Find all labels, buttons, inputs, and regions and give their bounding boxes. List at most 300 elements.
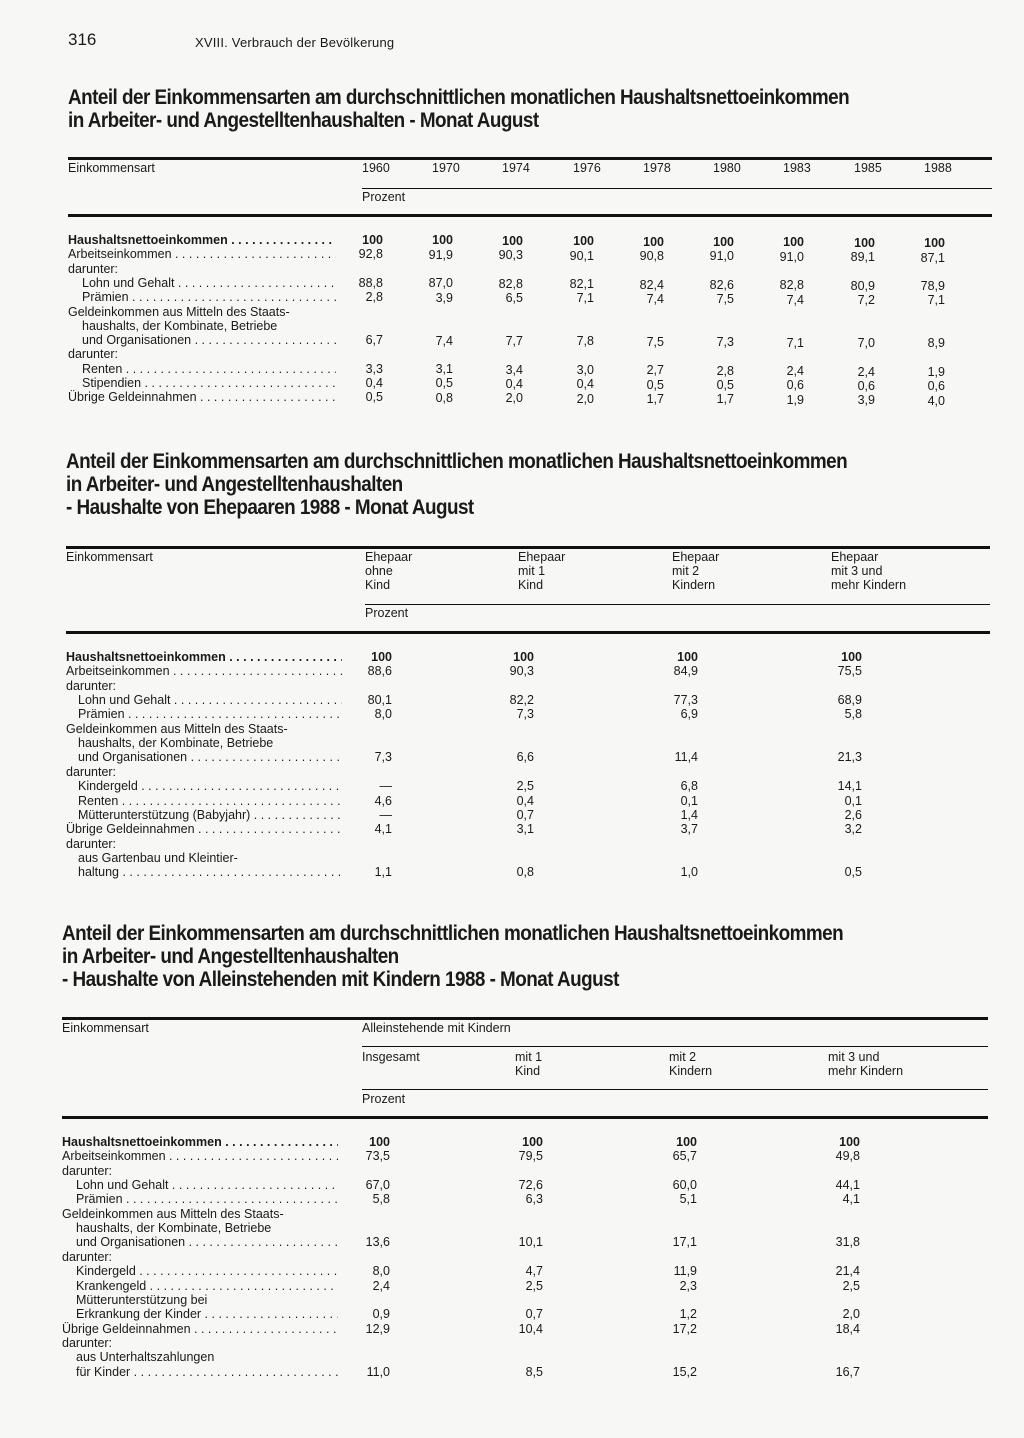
column-header	[515, 1050, 542, 1078]
row-label	[62, 1322, 338, 1336]
table-cell: 6,5	[505, 291, 523, 305]
column-header	[518, 550, 565, 592]
table-cell: 72,6	[518, 1178, 543, 1193]
row-label-text: Lohn und Gehalt	[82, 275, 175, 290]
row-label	[66, 679, 342, 693]
column-header-line: ohne	[365, 564, 393, 578]
row-label-text: Erkrankung der Kinder	[76, 1307, 202, 1322]
table-cell: 100	[369, 1135, 390, 1149]
column-header-line: Ehepaar	[365, 550, 413, 564]
row-label-text: haushalts, der Kombinate, Betriebe	[76, 1221, 272, 1236]
table-title-line: Anteil der Einkommensarten am durchschnittlichen monatlichen Haushaltsnettoeinkommen	[68, 86, 850, 109]
table-cell: 7,2	[857, 293, 875, 307]
table-cell: 8,9	[927, 336, 945, 351]
table-cell: 79,5	[518, 1149, 543, 1164]
table-cell: 100	[924, 236, 945, 251]
table-cell: 100	[502, 233, 523, 248]
table-cell: —	[379, 779, 392, 794]
row-label	[68, 347, 336, 361]
column-header-line: Kind	[365, 578, 391, 592]
row-label	[76, 1279, 338, 1293]
table-cell: 2,6	[844, 807, 862, 822]
table-cell: 3,3	[365, 361, 383, 376]
column-header: 1970	[432, 161, 460, 175]
page-number: 316	[68, 30, 97, 49]
row-label	[78, 693, 342, 707]
row-label	[62, 1250, 338, 1264]
row-label-text: Mütterunterstützung (Babyjahr)	[78, 807, 251, 822]
row-label-text: haushalts, der Kombinate, Betriebe	[82, 318, 278, 333]
table-cell: 3,9	[857, 393, 875, 408]
table-cell: 7,5	[716, 292, 734, 307]
leader-dots	[138, 779, 342, 793]
row-label-text: Kindergeld	[78, 779, 138, 794]
table-cell: 82,4	[639, 277, 664, 292]
row-label	[82, 333, 336, 347]
row-label-text: darunter:	[68, 261, 119, 276]
table-cell: 100	[854, 235, 875, 250]
table-cell: 82,2	[509, 693, 534, 708]
column-header: 1960	[362, 161, 390, 175]
row-label	[78, 808, 342, 822]
table-cell: 91,0	[709, 249, 734, 264]
table-cell: 84,9	[673, 664, 698, 679]
table-cell: 1,0	[680, 865, 698, 880]
column-header	[669, 1050, 712, 1078]
row-label	[76, 1192, 338, 1206]
table-cell: 82,1	[569, 277, 594, 292]
table-cell: 82,8	[498, 276, 523, 291]
row-label	[76, 1350, 338, 1364]
table-cell: 0,4	[576, 377, 594, 392]
leader-dots	[130, 1365, 338, 1379]
table-cell: 0,9	[372, 1307, 390, 1322]
column-header-line: Kindern	[669, 1064, 713, 1078]
table-cell: 11,4	[674, 750, 698, 765]
table-cell: 82,6	[709, 277, 734, 292]
row-label-text: Prämien	[82, 290, 129, 305]
table-cell: 6,7	[365, 333, 383, 348]
table-cell: 8,0	[372, 1264, 390, 1279]
table-cell: 1,4	[680, 807, 698, 822]
column-header-line: mit 3 und	[831, 564, 883, 578]
row-label-text: darunter:	[62, 1163, 113, 1178]
table-cell: 2,8	[365, 290, 383, 305]
row-label	[68, 247, 336, 261]
table-cell: 100	[362, 233, 383, 247]
header-bottom-rule	[66, 631, 990, 634]
table-cell: 2,3	[679, 1278, 697, 1293]
column-header-line: Kindern	[672, 578, 716, 592]
table-cell: 31,8	[835, 1235, 860, 1250]
leader-dots	[170, 664, 342, 678]
table-cell: 1,9	[927, 364, 945, 379]
row-label	[66, 837, 342, 851]
table-cell: 67,0	[365, 1178, 390, 1193]
table-cell: 3,0	[576, 362, 594, 377]
leader-dots	[146, 1279, 338, 1293]
table-cell: 0,8	[516, 865, 534, 880]
unit-label: Prozent	[362, 1092, 406, 1106]
table-cell: 78,9	[920, 279, 945, 294]
row-label	[62, 1336, 338, 1350]
table-cell: 2,0	[576, 391, 594, 406]
table-title-line: Anteil der Einkommensarten am durchschnittlichen monatlichen Haushaltsnettoeinkommen	[66, 450, 848, 473]
table-cell: 0,4	[516, 793, 534, 808]
table-cell: 3,1	[516, 822, 534, 837]
table-cell: 15,2	[672, 1364, 697, 1379]
row-label-text: Geldeinkommen aus Mitteln des Staats-	[62, 1206, 284, 1221]
column-header-line: mit 2	[669, 1050, 697, 1064]
table-cell: 2,7	[646, 363, 664, 378]
table-cell: 0,8	[435, 390, 453, 405]
table-cell: 2,5	[842, 1278, 860, 1293]
row-label-text: Arbeitseinkommen	[68, 247, 172, 262]
group-rule	[362, 1046, 988, 1047]
column-header	[672, 550, 719, 592]
table-cell: 2,5	[525, 1278, 543, 1293]
table-cell: 82,8	[779, 278, 804, 293]
row-label	[66, 822, 342, 836]
table-cell: 2,5	[516, 779, 534, 794]
row-label-text: Krankengeld	[76, 1278, 147, 1293]
table-cell: 77,3	[673, 693, 698, 708]
leader-dots	[172, 247, 336, 261]
row-label	[78, 779, 342, 793]
row-label-text: Kindergeld	[76, 1264, 136, 1279]
leader-dots	[187, 750, 342, 764]
table-cell: 68,9	[837, 693, 862, 708]
column-header: 1988	[924, 161, 952, 175]
table-title	[68, 86, 849, 132]
table-cell: 2,8	[716, 363, 734, 378]
column-header: 1985	[854, 161, 882, 175]
table-cell: 49,8	[835, 1149, 860, 1164]
table-cell: 100	[841, 650, 862, 664]
row-label-text: Arbeitseinkommen	[66, 664, 170, 679]
table-cell: 2,4	[372, 1278, 390, 1293]
leader-dots	[174, 276, 336, 290]
table-cell: 14,1	[837, 779, 862, 794]
table-cell: 7,3	[516, 707, 534, 722]
table-cell: 2,4	[857, 364, 875, 379]
table-cell: 100	[513, 650, 534, 664]
table-cell: 0,5	[646, 377, 664, 392]
table-cell: 44,1	[835, 1178, 860, 1193]
table-cell: 100	[371, 650, 392, 664]
row-label	[66, 650, 342, 664]
unit-label: Prozent	[365, 606, 409, 620]
leader-dots	[141, 376, 336, 390]
table-cell: 100	[676, 1135, 697, 1149]
table-cell: 0,5	[716, 378, 734, 392]
table-cell: 3,4	[505, 362, 523, 377]
row-label-text: Stipendien	[82, 376, 142, 390]
row-label-text: Lohn und Gehalt	[78, 693, 171, 708]
row-label	[76, 1221, 338, 1235]
table-cell: 6,8	[680, 779, 698, 794]
leader-dots	[201, 1307, 338, 1321]
row-label-text: und Organisationen	[82, 333, 192, 348]
column-header-line: mehr Kindern	[828, 1064, 904, 1078]
table-cell: 1,2	[679, 1307, 697, 1322]
table-title-line: in Arbeiter- und Angestelltenhaushalten	[62, 945, 399, 968]
row-label	[78, 750, 342, 764]
table-cell: 80,1	[367, 693, 392, 708]
row-label-text: darunter:	[66, 764, 117, 779]
table-cell: 0,1	[680, 793, 698, 808]
table-cell: 7,4	[786, 292, 804, 307]
leader-dots	[119, 865, 342, 879]
leader-dots	[166, 1149, 338, 1163]
unit-rule	[362, 188, 992, 189]
column-header	[828, 1050, 903, 1078]
row-label	[78, 736, 342, 750]
leader-dots	[226, 650, 342, 664]
table-cell: 91,0	[779, 249, 804, 264]
table-cell: 100	[713, 235, 734, 249]
table-cell: 21,3	[837, 750, 862, 765]
row-label-text: Renten	[82, 361, 123, 376]
table-cell: 0,5	[365, 390, 383, 405]
table-cell: 5,8	[372, 1192, 390, 1207]
row-label	[78, 865, 342, 879]
row-label	[68, 262, 336, 276]
table-cell: 0,5	[844, 865, 862, 880]
table-title-line: in Arbeiter- und Angestelltenhaushalten - Monat August	[68, 109, 539, 132]
column-header-line: Ehepaar	[672, 550, 720, 564]
table-cell: 100	[783, 235, 804, 250]
header-bottom-rule	[62, 1116, 988, 1119]
table-cell: —	[379, 807, 392, 822]
column-header-line: Kind	[518, 578, 544, 592]
table-cell: 5,1	[679, 1192, 697, 1207]
row-label	[76, 1293, 338, 1307]
table-title	[62, 922, 843, 991]
row-label-text: Übrige Geldeinnahmen	[66, 822, 195, 837]
leader-dots	[118, 794, 342, 808]
row-label-text: darunter:	[66, 836, 117, 851]
table-cell: 0,6	[857, 378, 875, 393]
column-header	[362, 1050, 420, 1064]
table-cell: 17,1	[672, 1235, 697, 1250]
table-cell: 10,4	[518, 1321, 543, 1336]
row-label-text: darunter:	[62, 1335, 113, 1350]
row-label-text: Mütterunterstützung bei	[76, 1292, 208, 1307]
row-label	[82, 362, 336, 376]
column-header-line: mit 2	[672, 564, 700, 578]
table-cell: 3,1	[435, 362, 453, 377]
table-cell: 75,5	[837, 664, 862, 679]
leader-dots	[191, 333, 336, 347]
row-label-text: Renten	[78, 793, 119, 808]
header-top-rule	[62, 1017, 988, 1020]
table-cell: 1,7	[716, 392, 734, 407]
table-cell: 4,7	[525, 1264, 543, 1279]
table-cell: 6,6	[516, 750, 534, 765]
column-header-line: Ehepaar	[518, 550, 566, 564]
stub-header: Einkommensart	[66, 550, 153, 564]
row-label	[78, 851, 342, 865]
leader-dots	[195, 822, 342, 836]
leader-dots	[136, 1264, 338, 1278]
column-header-line: Ehepaar	[831, 550, 879, 564]
row-label-text: haltung	[78, 865, 120, 880]
table-cell: 18,4	[835, 1321, 860, 1336]
table-cell: 10,1	[518, 1235, 543, 1250]
unit-rule	[365, 604, 990, 605]
table-cell: 0,6	[786, 378, 804, 393]
table-cell: 90,3	[509, 664, 534, 679]
row-label-text: Geldeinkommen aus Mitteln des Staats-	[66, 721, 288, 736]
table-cell: 12,9	[365, 1321, 390, 1336]
row-label-text: aus Gartenbau und Kleintier-	[78, 850, 238, 865]
row-label-text: Arbeitseinkommen	[62, 1149, 166, 1164]
unit-rule	[362, 1089, 988, 1090]
table-cell: 73,5	[365, 1149, 390, 1164]
table-cell: 100	[522, 1135, 543, 1149]
row-label	[68, 390, 336, 404]
header-bottom-rule	[68, 214, 992, 217]
stub-header: Einkommensart	[68, 161, 155, 175]
header-top-rule	[66, 546, 990, 549]
table-cell: 100	[839, 1135, 860, 1149]
table-cell: 11,0	[366, 1364, 390, 1379]
row-label-text: aus Unterhaltszahlungen	[76, 1350, 215, 1365]
column-header: 1978	[643, 161, 671, 175]
table-cell: 17,2	[672, 1321, 697, 1336]
table-cell: 100	[677, 650, 698, 664]
row-label-text: und Organisationen	[76, 1235, 186, 1250]
row-label-text: Lohn und Gehalt	[76, 1178, 169, 1193]
column-header-line: mit 1	[518, 564, 546, 578]
column-header-line: mit 1	[515, 1050, 543, 1064]
row-label	[78, 707, 342, 721]
row-label	[82, 376, 336, 390]
stub-header: Einkommensart	[62, 1021, 149, 1035]
column-header: 1976	[573, 161, 601, 175]
table-cell: 7,4	[435, 333, 453, 348]
leader-dots	[197, 390, 336, 404]
row-label	[82, 276, 336, 290]
table-cell: 4,0	[927, 393, 945, 408]
table-cell: 90,1	[569, 248, 594, 263]
leader-dots	[129, 290, 336, 304]
table-cell: 100	[573, 234, 594, 249]
table-cell: 0,4	[505, 376, 523, 391]
table-title-line: Anteil der Einkommensarten am durchschnittlichen monatlichen Haushaltsnettoeinkommen	[62, 922, 844, 945]
table-title-line: - Haushalte von Ehepaaren 1988 - Monat August	[66, 496, 474, 519]
leader-dots	[123, 1192, 338, 1206]
table-cell: 21,4	[835, 1264, 860, 1279]
row-label	[62, 1164, 338, 1178]
table-cell: 3,2	[844, 822, 862, 837]
table-cell: 4,6	[374, 793, 392, 808]
row-label-text: für Kinder	[76, 1364, 131, 1379]
leader-dots	[228, 233, 336, 247]
row-label	[68, 233, 336, 247]
table-cell: 7,5	[646, 334, 664, 349]
table-cell: 6,3	[525, 1192, 543, 1207]
column-header	[831, 550, 906, 592]
column-header: 1980	[713, 161, 741, 175]
row-label-text: Übrige Geldeinnahmen	[68, 390, 197, 405]
group-header: Alleinstehende mit Kindern	[362, 1021, 511, 1035]
row-label-text: Übrige Geldeinnahmen	[62, 1321, 191, 1336]
row-label	[82, 319, 336, 333]
chapter-heading: XVIII. Verbrauch der Bevölkerung	[195, 35, 395, 50]
row-label	[76, 1365, 338, 1379]
row-label-text: Prämien	[76, 1192, 123, 1207]
table-cell: 7,3	[374, 750, 392, 765]
table-cell: 7,0	[857, 335, 875, 350]
table-title	[66, 450, 847, 519]
row-label	[76, 1264, 338, 1278]
table-cell: 90,3	[498, 248, 523, 263]
table-cell: 87,0	[428, 276, 453, 291]
row-label-text: darunter:	[68, 347, 119, 362]
row-label	[66, 664, 342, 678]
header-top-rule	[68, 157, 992, 160]
table-cell: 7,3	[716, 335, 734, 350]
table-cell: 0,7	[525, 1307, 543, 1322]
leader-dots	[222, 1135, 338, 1149]
table-cell: 7,1	[576, 291, 594, 306]
table-cell: 16,7	[835, 1364, 860, 1379]
table-cell: 7,7	[505, 333, 523, 348]
table-cell: 91,9	[428, 247, 453, 262]
table-cell: 6,9	[680, 707, 698, 722]
table-cell: 5,8	[844, 707, 862, 722]
row-label-text: Haushaltsnettoeinkommen	[62, 1135, 222, 1149]
leader-dots	[122, 362, 336, 376]
table-cell: 0,1	[844, 793, 862, 808]
row-label	[76, 1235, 338, 1249]
column-header-line: Insgesamt	[362, 1050, 420, 1064]
leader-dots	[250, 808, 342, 822]
row-label	[62, 1135, 338, 1149]
row-label	[68, 305, 336, 319]
row-label	[62, 1149, 338, 1163]
table-cell: 88,8	[358, 275, 383, 290]
table-cell: 7,4	[646, 291, 664, 306]
table-cell: 65,7	[672, 1149, 697, 1164]
table-title-line: - Haushalte von Alleinstehenden mit Kindern 1988 - Monat August	[62, 968, 619, 991]
row-label	[66, 765, 342, 779]
table-cell: 89,1	[850, 250, 875, 265]
unit-label: Prozent	[362, 190, 406, 204]
table-cell: 92,8	[358, 247, 383, 262]
table-cell: 100	[643, 234, 664, 249]
table-cell: 2,0	[505, 391, 523, 406]
leader-dots	[125, 707, 342, 721]
row-label-text: Geldeinkommen aus Mitteln des Staats-	[68, 304, 290, 319]
row-label	[82, 290, 336, 304]
table-cell: 4,1	[842, 1192, 860, 1207]
table-cell: 11,9	[673, 1264, 697, 1279]
column-header: 1974	[502, 161, 530, 175]
row-label	[76, 1307, 338, 1321]
table-cell: 0,4	[365, 376, 383, 390]
row-label-text: haushalts, der Kombinate, Betriebe	[78, 736, 274, 751]
table-cell: 0,6	[927, 379, 945, 394]
leader-dots	[168, 1178, 338, 1192]
table-cell: 3,9	[435, 290, 453, 305]
leader-dots	[170, 693, 342, 707]
table-cell: 1,7	[646, 391, 664, 406]
row-label	[78, 794, 342, 808]
row-label-text: Haushaltsnettoeinkommen	[68, 233, 228, 247]
